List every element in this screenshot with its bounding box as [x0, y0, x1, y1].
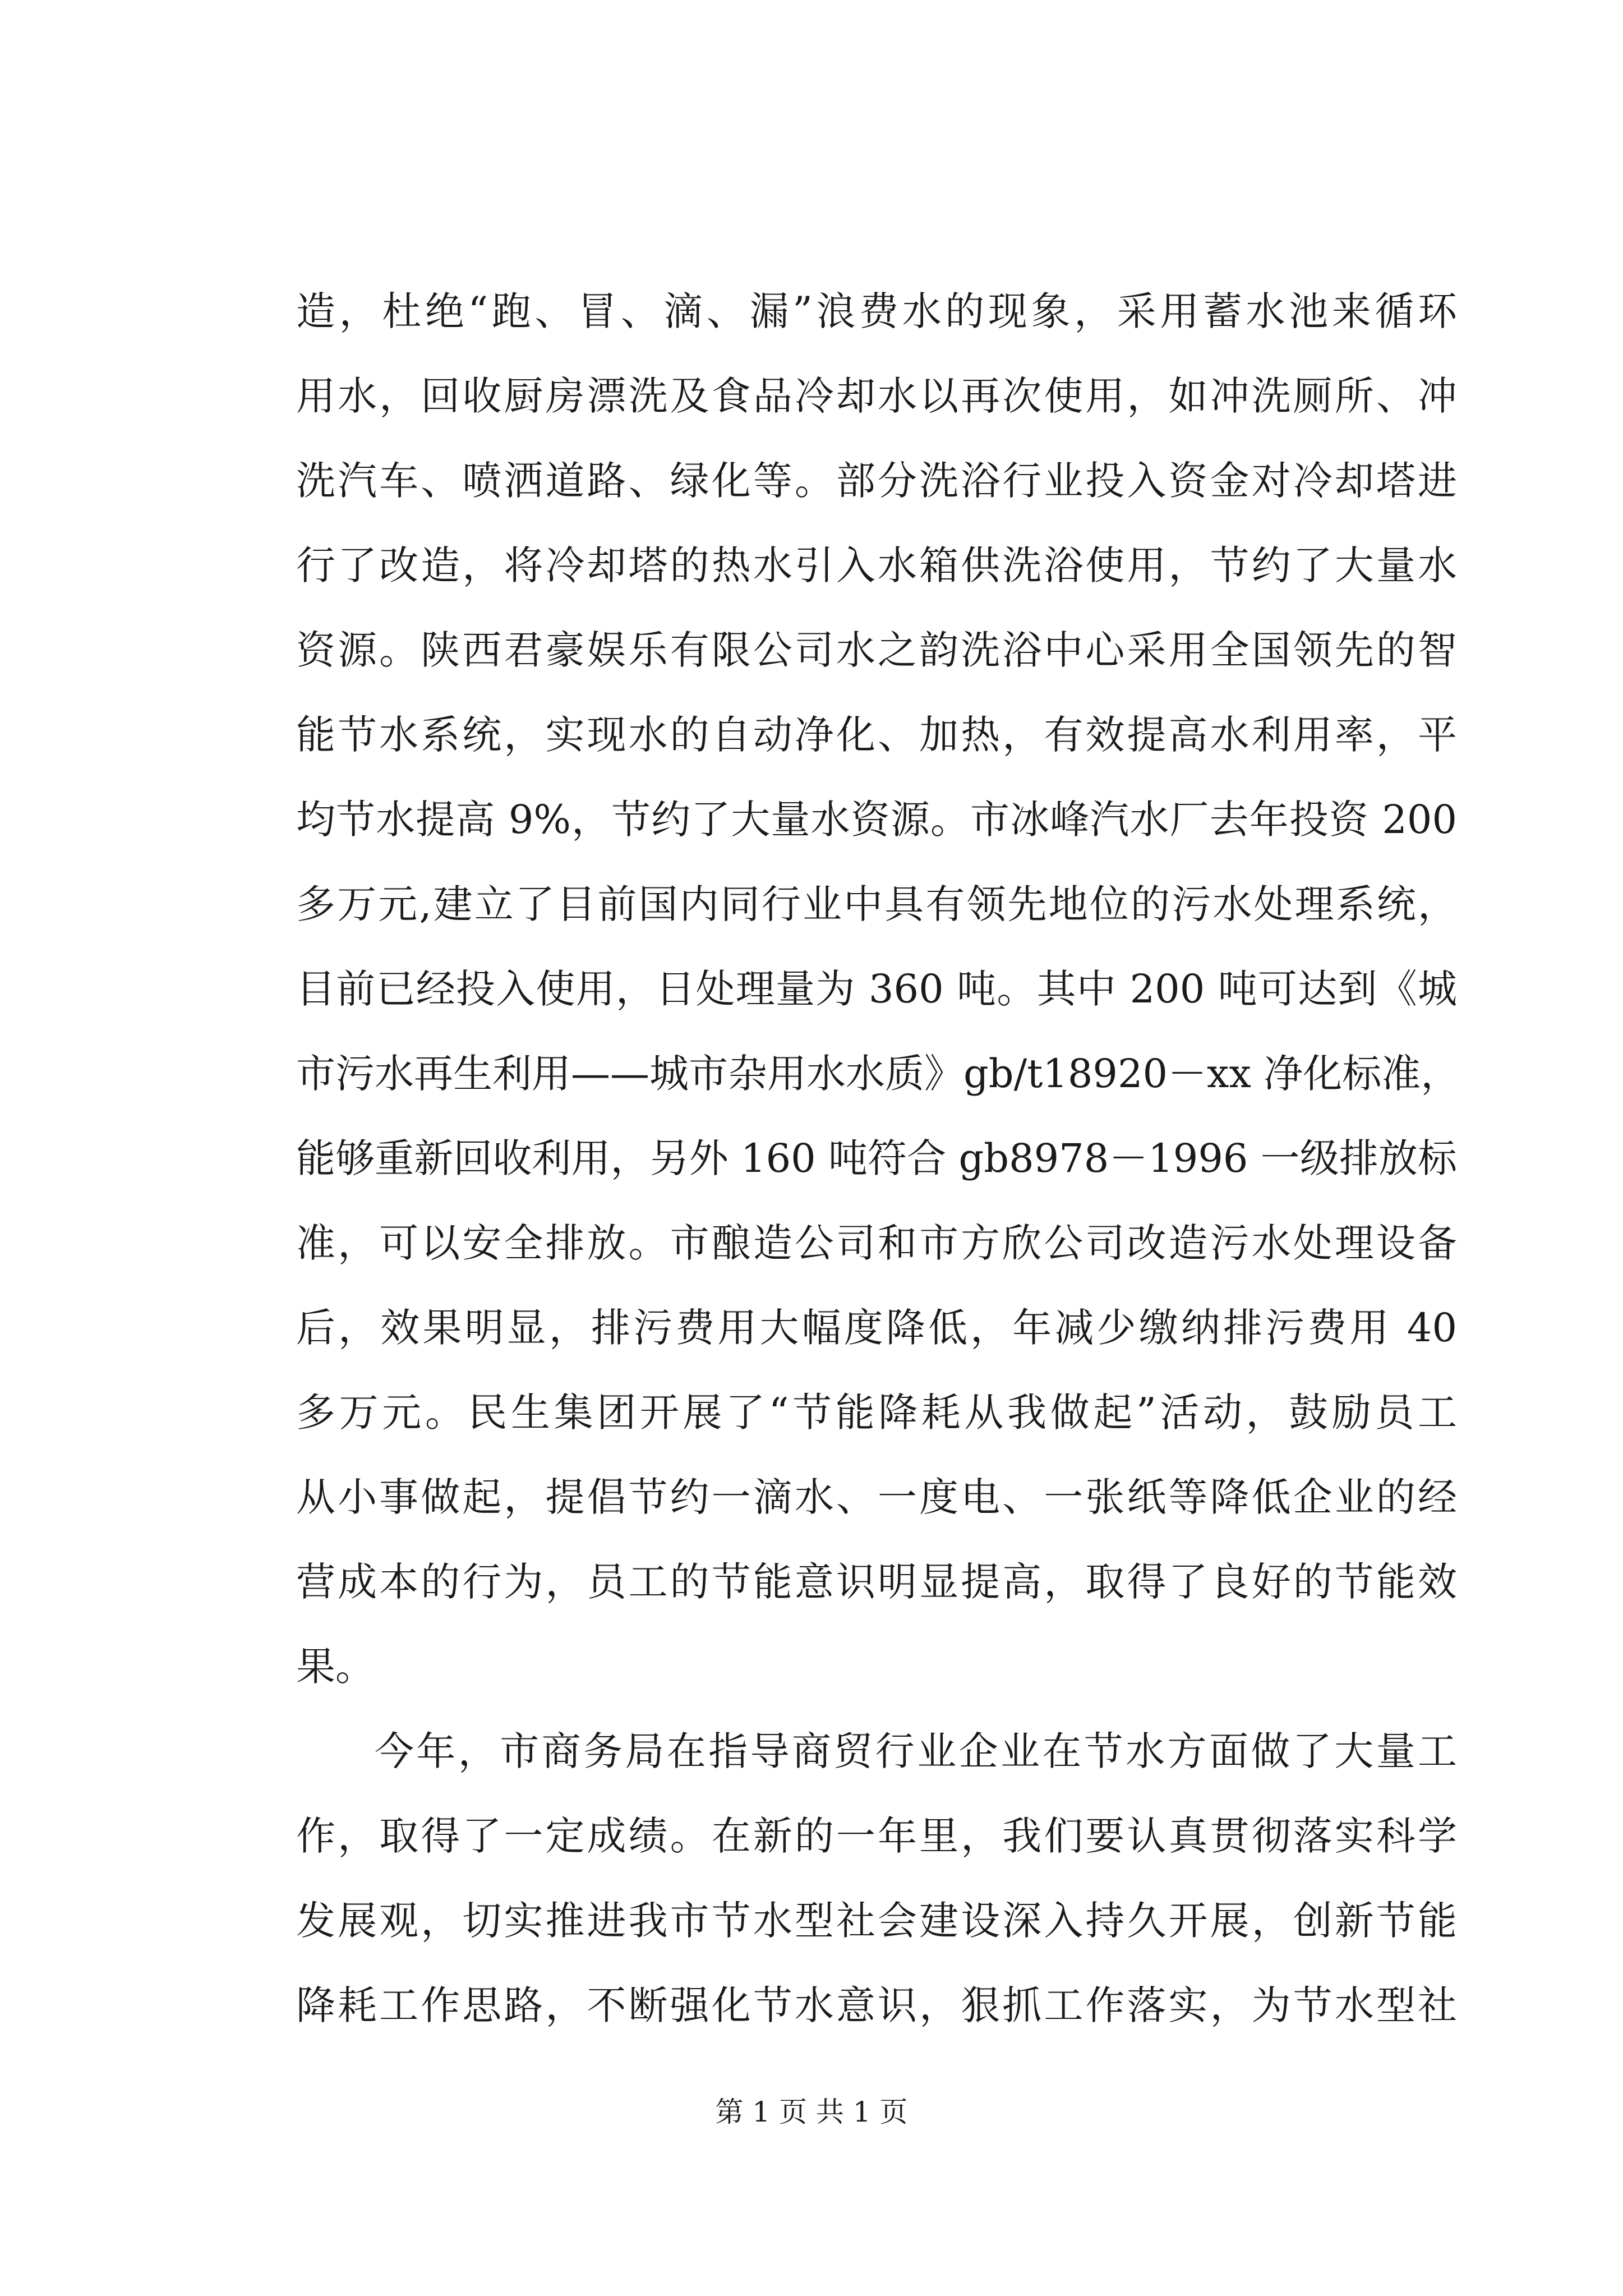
- paragraph-2-line-1: 今年，市商务局在指导商贸行业企业在节水方面做了大量工: [375, 1728, 1457, 1774]
- paragraph-1-line-8: 多万元,建立了目前国内同行业中具有领先地位的污水处理系统，: [296, 881, 1457, 927]
- paragraph-1-line-2: 用水，回收厨房漂洗及食品冷却水以再次使用，如冲洗厕所、冲: [296, 373, 1457, 419]
- document-body: [296, 269, 1460, 2048]
- paragraph-1-line-7: 均节水提高 9%，节约了大量水资源。市冰峰汽水厂去年投资 200: [296, 797, 1457, 843]
- paragraph-1-line-4: 行了改造，将冷却塔的热水引入水箱供洗浴使用，节约了大量水: [296, 542, 1457, 588]
- paragraph-1-line-1: 造，杜绝“跑、冒、滴、漏”浪费水的现象，采用蓄水池来循环: [296, 288, 1457, 334]
- paragraph-1-line-13: 后，效果明显，排污费用大幅度降低，年减少缴纳排污费用 40: [296, 1305, 1457, 1351]
- paragraph-1-line-16: 营成本的行为，员工的节能意识明显提高，取得了良好的节能效: [296, 1559, 1457, 1605]
- paragraph-2-line-3: 发展观，切实推进我市节水型社会建设深入持久开展，创新节能: [296, 1898, 1457, 1944]
- paragraph-1-line-11: 能够重新回收利用，另外 160 吨符合 gb8978－1996 一级排放标: [296, 1135, 1457, 1181]
- paragraph-1-line-9: 目前已经投入使用，日处理量为 360 吨。其中 200 吨可达到《城: [296, 966, 1457, 1012]
- paragraph-1-line-15: 从小事做起，提倡节约一滴水、一度电、一张纸等降低企业的经: [296, 1474, 1457, 1520]
- page-footer: [0, 2092, 1623, 2132]
- paragraph-1-line-12: 准，可以安全排放。市酿造公司和市方欣公司改造污水处理设备: [296, 1220, 1457, 1266]
- paragraph-1-line-14: 多万元。民生集团开展了“节能降耗从我做起”活动，鼓励员工: [296, 1389, 1457, 1435]
- page-number-label: 第 1 页 共 1 页: [715, 2096, 908, 2128]
- paragraph-1-line-10: 市污水再生利用——城市杂用水水质》gb/t18920－xx 净化标准，: [296, 1051, 1460, 1097]
- paragraph-1-line-6: 能节水系统，实现水的自动净化、加热，有效提高水利用率，平: [296, 712, 1457, 758]
- paragraph-1-line-17: 果。: [296, 1644, 375, 1690]
- paragraph-2-line-2: 作，取得了一定成绩。在新的一年里，我们要认真贯彻落实科学: [296, 1813, 1457, 1859]
- paragraph-2-line-4: 降耗工作思路，不断强化节水意识，狠抓工作落实，为节水型社: [296, 1982, 1457, 2028]
- paragraph-1-line-5: 资源。陕西君豪娱乐有限公司水之韵洗浴中心采用全国领先的智: [296, 627, 1457, 673]
- paragraph-1-line-3: 洗汽车、喷洒道路、绿化等。部分洗浴行业投入资金对冷却塔进: [296, 458, 1457, 504]
